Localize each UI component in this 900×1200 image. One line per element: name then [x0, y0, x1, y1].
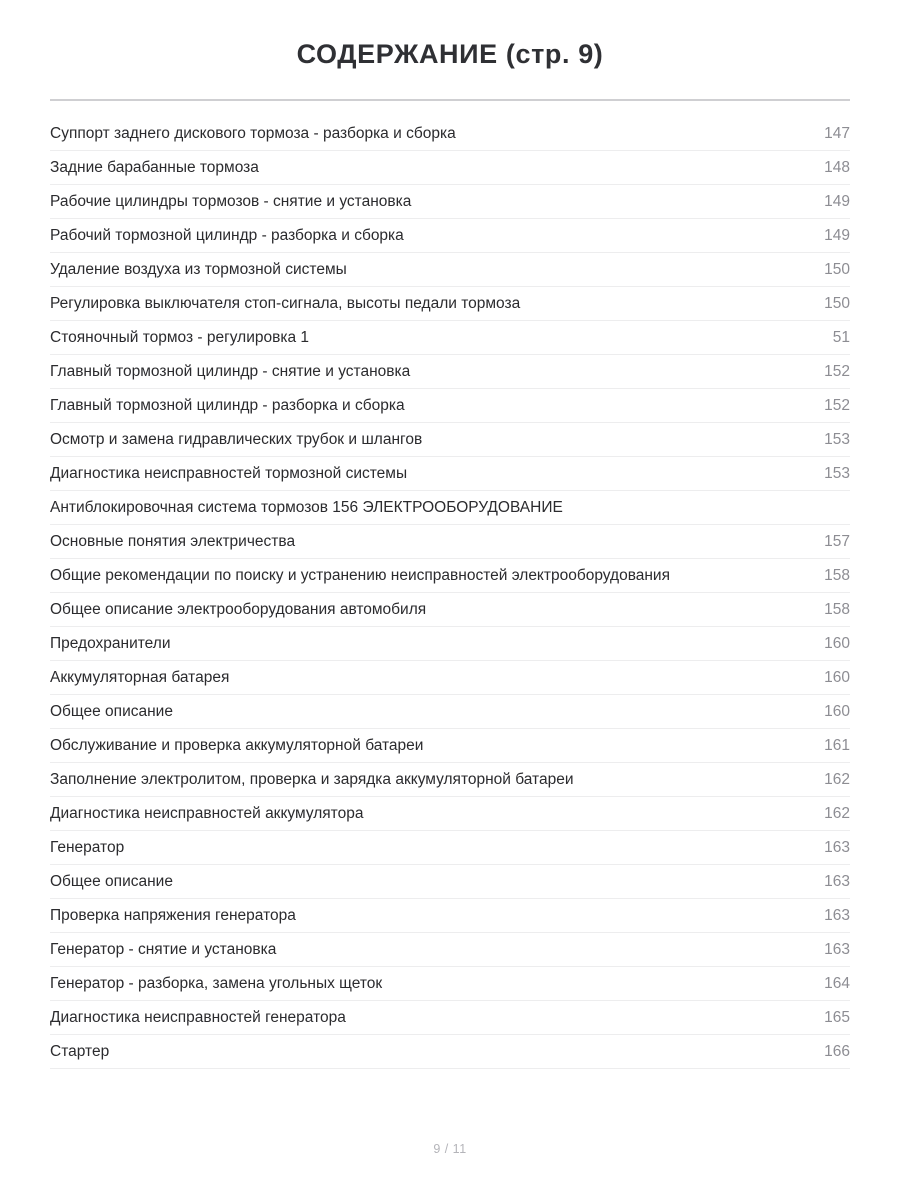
toc-entry-page-number: 160 — [824, 668, 850, 686]
toc-entry[interactable] — [50, 151, 850, 185]
toc-entry-title: Аккумуляторная батарея — [50, 668, 230, 686]
toc-entry-title: Общее описание электрооборудования автомобиля — [50, 600, 427, 618]
toc-entry-page-number: 161 — [824, 736, 850, 754]
toc-entry[interactable] — [50, 287, 850, 321]
toc-entry-page-number: 153 — [824, 464, 850, 482]
toc-entry[interactable] — [50, 593, 850, 627]
toc-entry[interactable] — [50, 797, 850, 831]
toc-entry-page-number: 150 — [824, 260, 850, 278]
toc-entry-page-number: 163 — [824, 872, 850, 890]
toc-entry-page-number: 152 — [824, 362, 850, 380]
toc-entry-page-number: 149 — [824, 192, 850, 210]
toc-entry-title: Диагностика неисправностей аккумулятора — [50, 804, 364, 822]
toc-entry-title: Главный тормозной цилиндр - снятие и установка — [50, 362, 411, 380]
toc-entry-title: Проверка напряжения генератора — [50, 906, 296, 924]
toc-entry-title: Рабочий тормозной цилиндр - разборка и сборка — [50, 226, 404, 244]
toc-entry[interactable] — [50, 627, 850, 661]
toc-entry[interactable] — [50, 491, 850, 525]
toc-entry-page-number: 165 — [824, 1008, 850, 1026]
toc-entry[interactable] — [50, 967, 850, 1001]
toc-entry-title: Генератор - разборка, замена угольных щеток — [50, 974, 383, 992]
toc-entry-title: Заполнение электролитом, проверка и зарядка аккумуляторной батареи — [50, 770, 574, 788]
toc-entry-page-number: 158 — [824, 600, 850, 618]
toc-entry-page-number: 166 — [824, 1042, 850, 1060]
toc-entry[interactable] — [50, 661, 850, 695]
toc-entry-page-number: 162 — [824, 770, 850, 788]
toc-entry[interactable] — [50, 933, 850, 967]
toc-entry-title: Общее описание — [50, 702, 173, 720]
toc-entry-page-number: 163 — [824, 838, 850, 856]
toc-entry[interactable] — [50, 423, 850, 457]
toc-entry-page-number: 157 — [824, 532, 850, 550]
toc-entry[interactable] — [50, 185, 850, 219]
title-divider — [50, 99, 850, 101]
toc-entry-title: Задние барабанные тормоза — [50, 158, 259, 176]
toc-entry-title: Антиблокировочная система тормозов 156 ЭЛЕКТРООБОРУДОВАНИЕ — [50, 498, 563, 516]
toc-entry-page-number: 162 — [824, 804, 850, 822]
toc-entry-title: Регулировка выключателя стоп-сигнала, высоты педали тормоза — [50, 294, 521, 312]
toc-entry-title: Диагностика неисправностей тормозной системы — [50, 464, 408, 482]
toc-entry-title: Стояночный тормоз - регулировка 1 — [50, 328, 310, 346]
toc-entry[interactable] — [50, 729, 850, 763]
toc-entry[interactable] — [50, 831, 850, 865]
toc-entry-page-number: 160 — [824, 634, 850, 652]
toc-entry-page-number: 153 — [824, 430, 850, 448]
toc-entry-page-number: 152 — [824, 396, 850, 414]
page-title: СОДЕРЖАНИЕ (стр. 9) — [296, 39, 604, 69]
toc-entry[interactable] — [50, 355, 850, 389]
toc-entry-title: Общие рекомендации по поиску и устранению неисправностей электрооборудования — [50, 566, 670, 584]
toc-entry-page-number: 51 — [832, 328, 850, 346]
toc-entry-title: Осмотр и замена гидравлических трубок и шлангов — [50, 430, 423, 448]
toc-entry-title: Генератор — [50, 838, 125, 856]
toc-entry-title: Генератор - снятие и установка — [50, 940, 277, 958]
toc-entry[interactable] — [50, 559, 850, 593]
toc-entry-page-number: 150 — [824, 294, 850, 312]
toc-entry-page-number: 149 — [824, 226, 850, 244]
toc-entry[interactable] — [50, 1035, 850, 1069]
toc-entry-title: Удаление воздуха из тормозной системы — [50, 260, 347, 278]
toc-entry[interactable] — [50, 219, 850, 253]
toc-entry-page-number: 163 — [824, 906, 850, 924]
toc-entry-title: Главный тормозной цилиндр - разборка и сборка — [50, 396, 405, 414]
toc-entry-title: Основные понятия электричества — [50, 532, 296, 550]
toc-entry[interactable] — [50, 253, 850, 287]
toc-entry[interactable] — [50, 321, 850, 355]
toc-entry-page-number: 163 — [824, 940, 850, 958]
toc-entry-title: Предохранители — [50, 634, 171, 652]
toc-entry-page-number: 158 — [824, 566, 850, 584]
toc-entry[interactable] — [50, 457, 850, 491]
toc-entry[interactable] — [50, 899, 850, 933]
toc-entry-page-number: 160 — [824, 702, 850, 720]
toc-entry-page-number: 148 — [824, 158, 850, 176]
toc-entry[interactable] — [50, 695, 850, 729]
toc-entry[interactable] — [50, 525, 850, 559]
toc-entry[interactable] — [50, 389, 850, 423]
toc-entry[interactable] — [50, 117, 850, 151]
toc-entry-title: Стартер — [50, 1042, 110, 1060]
toc-entry-title: Обслуживание и проверка аккумуляторной батареи — [50, 736, 424, 754]
toc-entry-page-number: 164 — [824, 974, 850, 992]
toc-entry[interactable] — [50, 763, 850, 797]
toc-entry[interactable] — [50, 1001, 850, 1035]
toc-entry-title: Рабочие цилиндры тормозов - снятие и установка — [50, 192, 412, 210]
toc-entry-title: Суппорт заднего дискового тормоза - разборка и сборка — [50, 124, 456, 142]
toc-entry-title: Диагностика неисправностей генератора — [50, 1008, 346, 1026]
toc-entry-page-number: 147 — [824, 124, 850, 142]
table-of-contents-list — [50, 117, 850, 1069]
page-footer: 9 / 11 — [433, 1142, 467, 1156]
toc-entry-title: Общее описание — [50, 872, 173, 890]
toc-entry[interactable] — [50, 865, 850, 899]
